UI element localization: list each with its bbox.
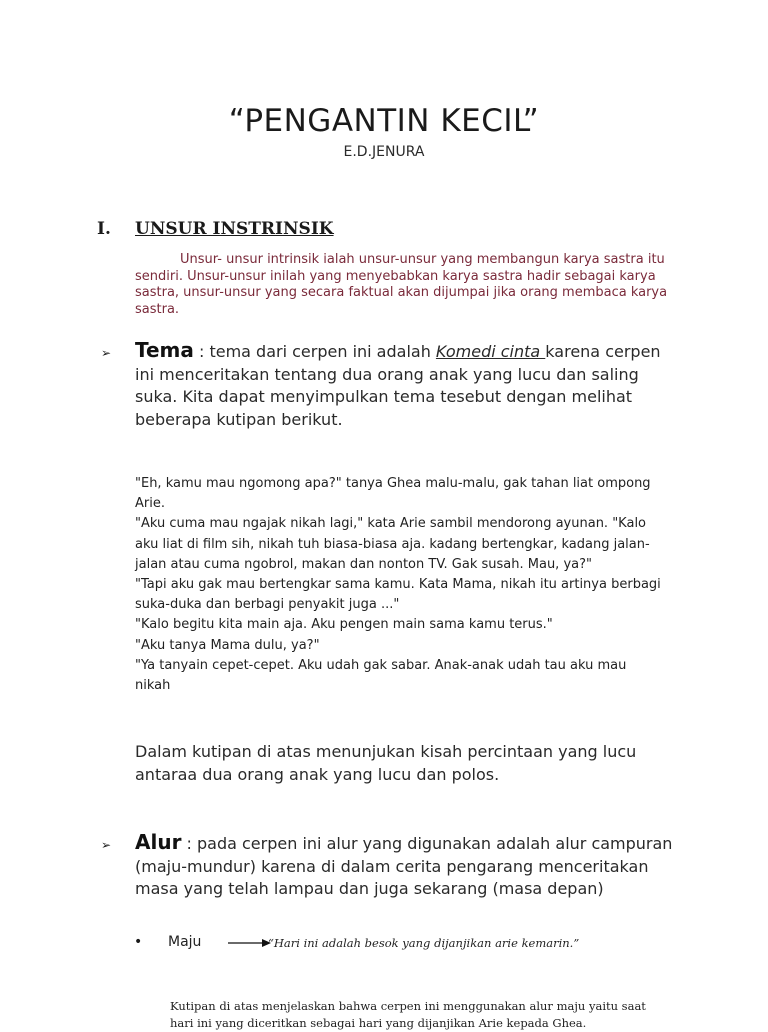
- quote-line: "Tapi aku gak mau bertengkar sama kamu. Kata Mama, nikah itu artinya berbagi suka-duka dan berbagi penyakit juga ...": [135, 577, 661, 613]
- maju-example-quote: “Hari ini adalah besok yang dijanjikan arie kemarin.”: [268, 936, 580, 950]
- arrow-bullet-icon: ➢: [101, 838, 112, 852]
- quote-line: "Eh, kamu mau ngomong apa?" tanya Ghea malu-malu, gak tahan liat ompong Arie.: [135, 476, 651, 512]
- tema-text-before: : tema dari cerpen ini adalah: [193, 342, 436, 361]
- alur-text: : pada cerpen ini alur yang digunakan adalah alur campuran (maju-mundur) karena di dalam cerita pengarang menceritakan masa yang telah lampau dan juga sekarang (masa depan): [135, 834, 673, 898]
- tema-link[interactable]: Komedi cinta: [435, 342, 546, 361]
- quote-line: "Ya tanyain cepet-cepet. Aku udah gak sabar. Anak-anak udah tau aku mau nikah: [135, 657, 627, 694]
- maju-explanation: Kutipan di atas menjelaskan bahwa cerpen ini menggunakan alur maju yaitu saat hari ini yang diceritkan sebagai hari yang dijanjikan Arie kepada Ghea.: [170, 999, 646, 1030]
- arrow-bullet-icon: ➢: [101, 346, 112, 360]
- conclusion-paragraph: Dalam kutipan di atas menunjukan kisah percintaan yang lucu antaraa dua orang anak yang lucu dan polos.: [135, 742, 637, 784]
- quote-block: [135, 474, 665, 696]
- quote-line: "Kalo begitu kita main aja. Aku pengen main sama kamu terus.": [135, 617, 553, 633]
- section-title: UNSUR INSTRINSIK: [135, 219, 334, 239]
- bullet-dot-icon: •: [134, 934, 143, 950]
- tema-text-after: karena cerpen ini menceritakan tentang dua orang anak yang lucu dan saling suka. Kita dapat menyimpulkan tema tesebut dengan melihat beberapa kutipan berikut.: [135, 342, 661, 429]
- quote-line: "Aku cuma mau ngajak nikah lagi," kata Arie sambil mendorong ayunan. "Kalo aku liat di film sih, nikah tuh biasa-biasa aja. kadang bertengkar, kadang jalan-jalan atau cuma ngobrol, makan dan nonton TV. Gak susah. Mau, ya?": [135, 516, 650, 572]
- quote-line: "Aku tanya Mama dulu, ya?": [135, 637, 320, 653]
- section-intro: Unsur- unsur intrinsik ialah unsur-unsur yang membangun karya sastra itu sendiri. Unsur-unsur inilah yang menyebabkan karya sastra hadir sebagai karya sastra, unsur-unsur yang secara faktual akan dijumpai jika orang membaca karya sastra.: [135, 252, 668, 317]
- document-author: E.D.JENURA: [343, 144, 425, 160]
- section-number: I.: [97, 219, 111, 239]
- maju-label: Maju: [168, 934, 202, 950]
- alur-heading: Alur: [135, 830, 182, 854]
- tema-paragraph: [135, 339, 675, 431]
- document-title: “PENGANTIN KECIL”: [228, 103, 540, 139]
- right-arrow-icon: [228, 936, 272, 950]
- tema-heading: Tema: [135, 338, 194, 362]
- alur-paragraph: [135, 831, 675, 901]
